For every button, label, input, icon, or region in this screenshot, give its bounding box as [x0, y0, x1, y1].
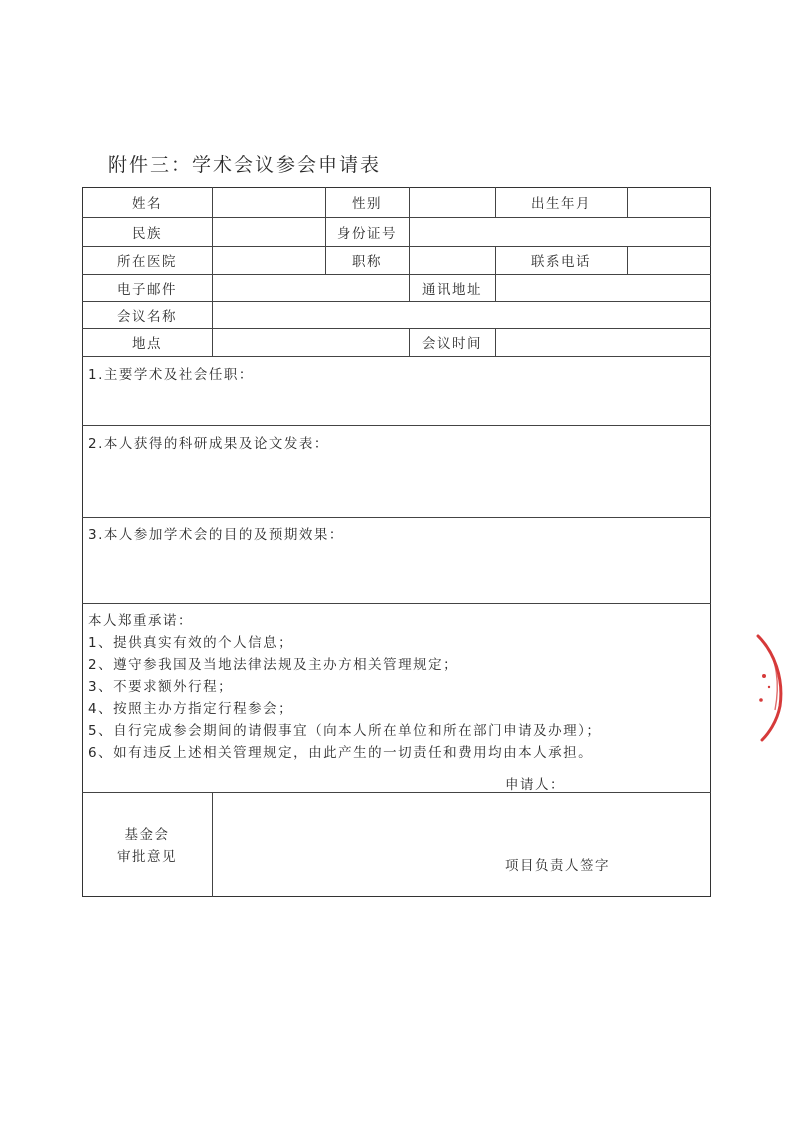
meeting-name-label: 会议名称 [117, 308, 177, 325]
row-divider [82, 425, 711, 426]
section-positions-label: 1.主要学术及社会任职： [88, 367, 254, 383]
location-label: 地点 [132, 336, 162, 352]
pledge-heading: 本人郑重承诺： [88, 613, 193, 629]
id-number-label: 身份证号 [337, 225, 397, 242]
applicant-signature-field[interactable] [570, 768, 700, 790]
row-divider [82, 356, 711, 357]
approval-label-line1: 基金会 [124, 827, 170, 843]
address-input[interactable] [496, 275, 710, 301]
meeting-name-input[interactable] [213, 302, 710, 328]
signature-label: 项目负责人签字 [505, 858, 610, 874]
meeting-time-label: 会议时间 [422, 336, 482, 352]
section-purpose-label: 3.本人参加学术会的目的及预期效果： [88, 527, 344, 543]
ethnicity-label: 民族 [132, 225, 162, 242]
job-title-input[interactable] [410, 247, 495, 274]
gender-label: 性别 [352, 196, 382, 212]
row-divider [82, 603, 711, 604]
pledge-item: 6、如有违反上述相关管理规定，由此产生的一切责任和费用均由本人承担。 [88, 745, 594, 761]
job-title-label: 职称 [352, 254, 382, 270]
birth-input[interactable] [628, 188, 710, 217]
ethnicity-input[interactable] [213, 218, 325, 246]
gender-input[interactable] [410, 188, 495, 217]
approval-label-line2: 审批意见 [117, 849, 177, 865]
email-input[interactable] [213, 275, 409, 301]
birth-label: 出生年月 [531, 196, 591, 212]
phone-label: 联系电话 [531, 254, 591, 270]
red-seal-stamp-fragment [740, 630, 788, 745]
pledge-item: 3、不要求额外行程； [88, 679, 234, 695]
meeting-time-input[interactable] [496, 329, 710, 356]
location-input[interactable] [213, 329, 409, 356]
address-label: 通讯地址 [422, 281, 482, 298]
phone-input[interactable] [628, 247, 710, 274]
email-label: 电子邮件 [117, 281, 177, 298]
pledge-item: 5、自行完成参会期间的请假事宜（向本人所在单位和所在部门申请及办理）； [88, 723, 602, 739]
pledge-item: 2、遵守参我国及当地法律法规及主办方相关管理规定； [88, 657, 459, 673]
pledge-item: 4、按照主办方指定行程参会； [88, 701, 294, 717]
row-divider [82, 517, 711, 518]
section-positions-textarea[interactable] [83, 384, 710, 424]
section-research-label: 2.本人获得的科研成果及论文发表： [88, 436, 329, 452]
approval-opinion-field[interactable] [213, 793, 710, 896]
name-input[interactable] [213, 188, 325, 217]
page-title: 附件三：学术会议参会申请表 [108, 154, 382, 176]
id-number-input[interactable] [410, 218, 710, 246]
pledge-item: 1、提供真实有效的个人信息； [88, 635, 294, 651]
name-label: 姓名 [132, 196, 162, 212]
section-research-textarea[interactable] [83, 453, 710, 516]
section-purpose-textarea[interactable] [83, 544, 710, 602]
hospital-label: 所在医院 [117, 254, 177, 270]
applicant-label: 申请人： [505, 777, 565, 793]
hospital-input[interactable] [213, 247, 325, 274]
